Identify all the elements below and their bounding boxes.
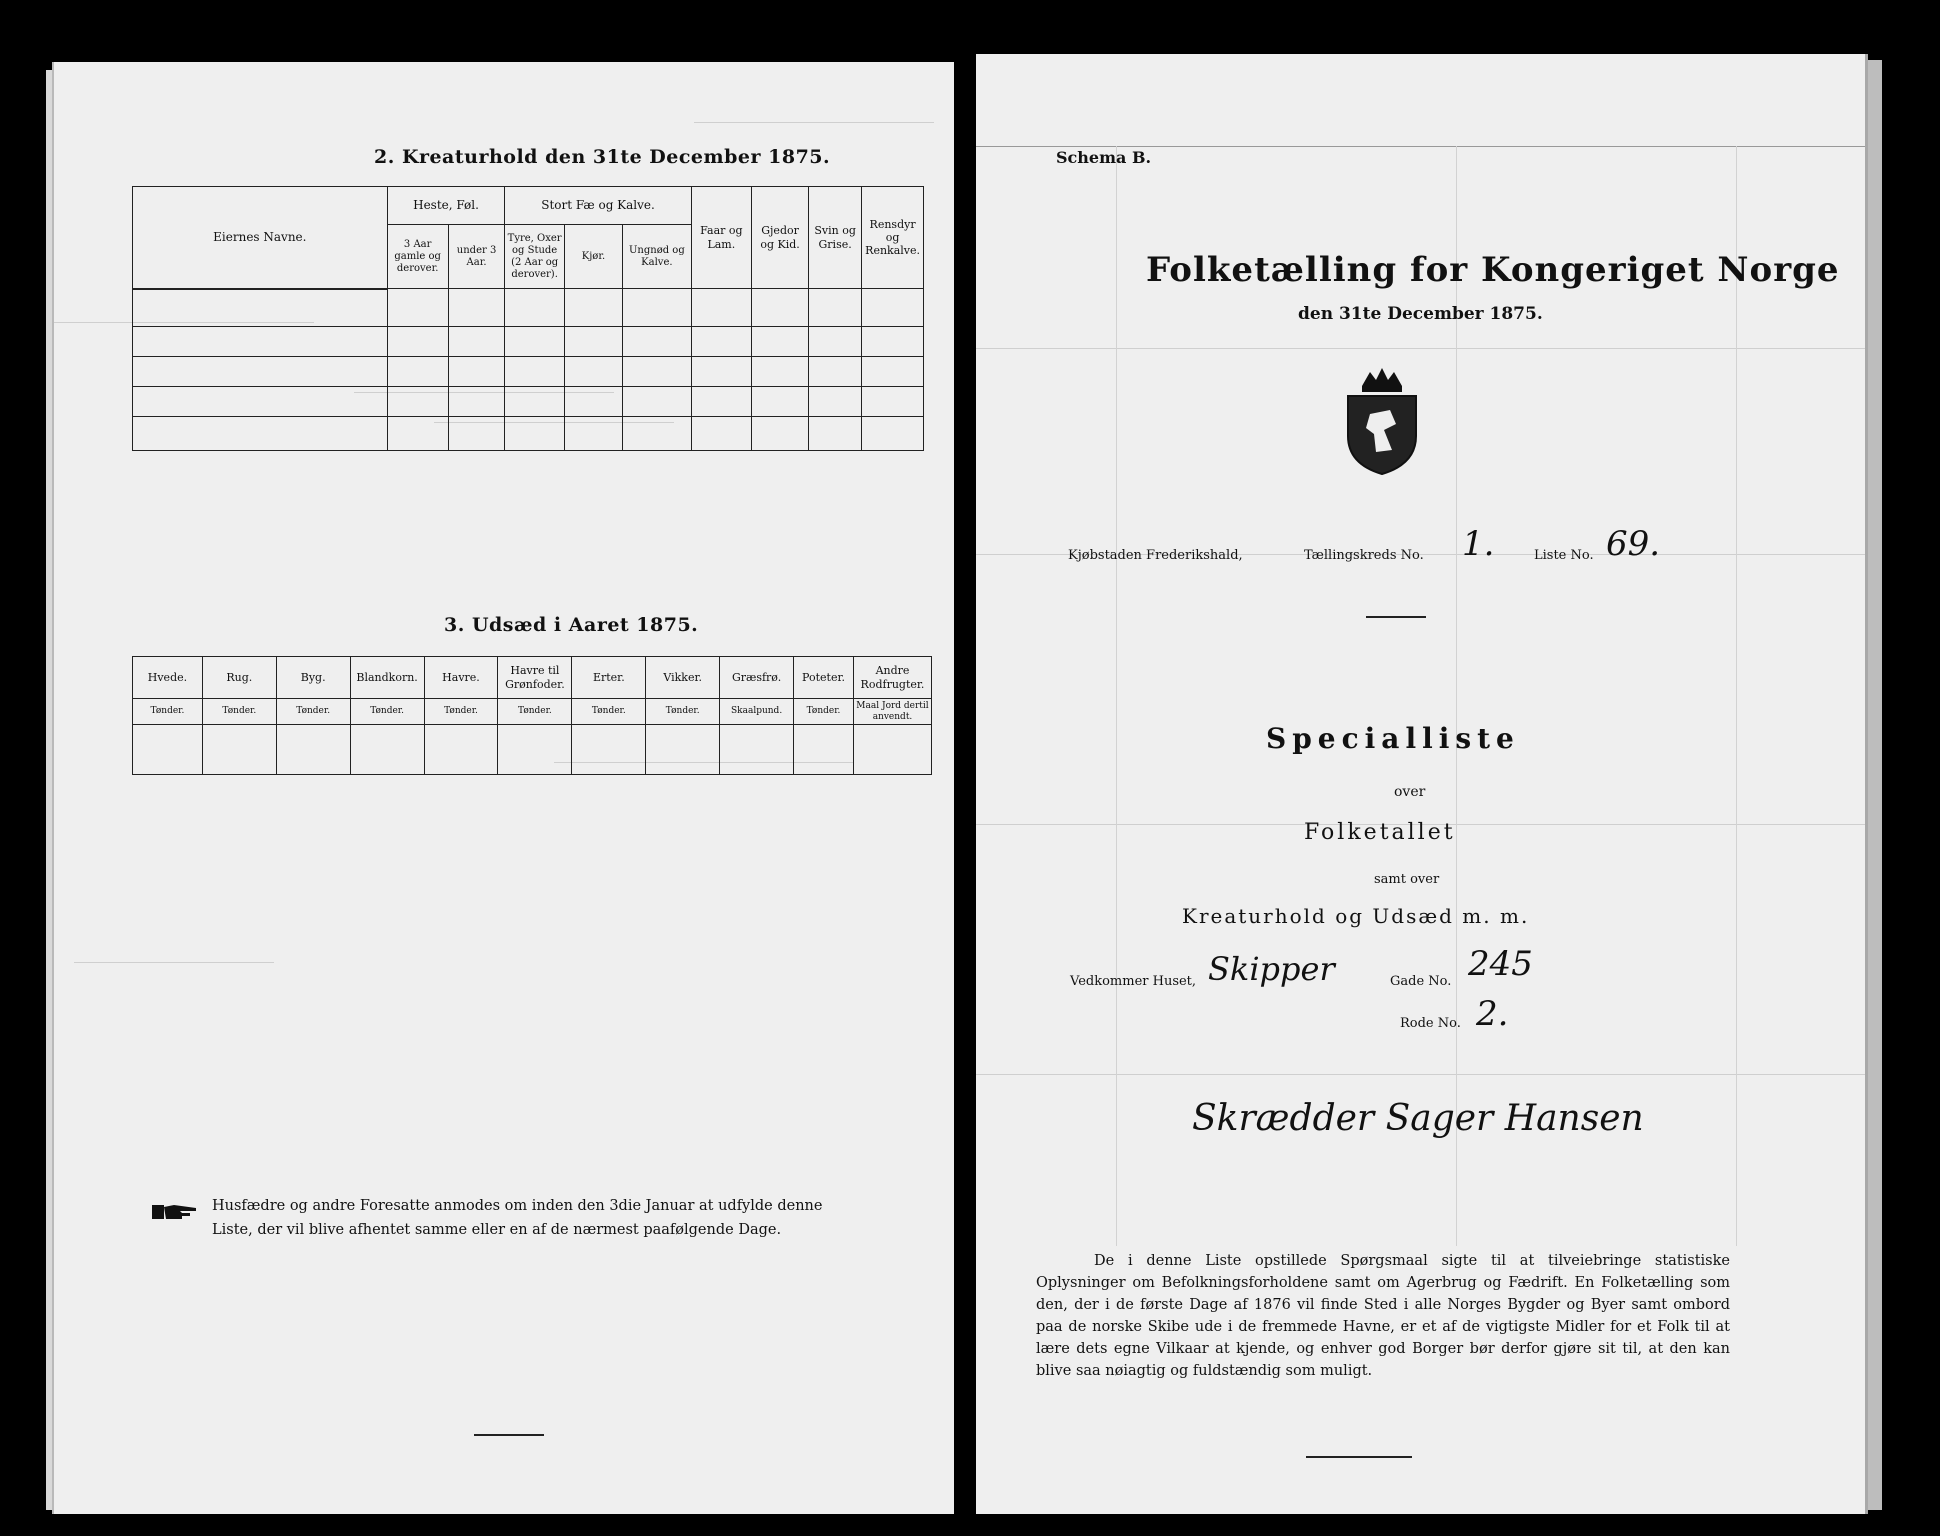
intro-paragraph: De i denne Liste opstillede Spørgsmaal sigte til at tilveiebringe statistiske Oplysninger om Befolkningsforholdene samt om Agerbrug og Fædrift. En Folketælling som den, der i de første Dage af 1876 vil finde Sted i alle Norges Bygder og Byer samt ombord paa de norske Skibe ude i de fremmede Havne, er et af de vigtigste Midler for et Folk til at lære dets egne Vilkaar at kjende, og enhver god Borger bør derfor gjøre sit til, at den kan blive saa nøiagtig og fuldstændig som muligt. — [1036, 1253, 1730, 1379]
folketallet-label: Folketallet — [1304, 820, 1456, 845]
seed-crop-header: Poteter. — [794, 657, 854, 699]
table-row — [133, 357, 924, 387]
rode-label: Rode No. — [1400, 1016, 1461, 1031]
seed-unit-header: Tønder. — [350, 699, 424, 725]
town-label: Kjøbstaden Frederikshald, — [1068, 548, 1243, 563]
cows-header: Kjør. — [564, 225, 622, 289]
divider — [474, 1434, 544, 1436]
seed-unit-header: Tønder. — [646, 699, 720, 725]
seed-crop-header: Vikker. — [646, 657, 720, 699]
seed-crop-header: Blandkorn. — [350, 657, 424, 699]
schema-label: Schema B. — [1056, 148, 1152, 167]
list-value: 69. — [1606, 524, 1661, 564]
seed-crop-header: Hvede. — [133, 657, 203, 699]
table-row — [133, 327, 924, 357]
house-label: Vedkommer Huset, — [1070, 974, 1197, 989]
seed-crop-header: Havre. — [424, 657, 498, 699]
seed-crop-header: Erter. — [572, 657, 646, 699]
horses-old-header: 3 Aar gamle og derover. — [387, 225, 448, 289]
horses-header: Heste, Føl. — [387, 187, 505, 225]
coat-of-arms-icon — [1340, 364, 1424, 476]
seed-unit-header: Tønder. — [572, 699, 646, 725]
owner-name: Skrædder Sager Hansen — [1192, 1098, 1644, 1139]
right-page — [976, 54, 1868, 1514]
section3-title: 3. Udsæd i Aaret 1875. — [444, 614, 699, 636]
left-page — [52, 62, 954, 1514]
divider — [1366, 616, 1426, 618]
young-cattle-header: Ungnød og Kalve. — [623, 225, 692, 289]
seed-unit-header: Tønder. — [202, 699, 276, 725]
divider — [1306, 1456, 1412, 1458]
reindeer-header: Rensdyr og Renkalve. — [862, 187, 924, 289]
seed-unit-header: Tønder. — [424, 699, 498, 725]
seed-crop-header: Havre til Grønfoder. — [498, 657, 572, 699]
table-row — [133, 417, 924, 451]
district-label: Tællingskreds No. — [1304, 548, 1424, 563]
gade-value: 245 — [1468, 944, 1533, 984]
over-label: over — [1394, 784, 1426, 800]
seed-crop-header: Byg. — [276, 657, 350, 699]
pigs-header: Svin og Grise. — [809, 187, 862, 289]
rode-value: 2. — [1476, 994, 1509, 1034]
kreatur-label: Kreaturhold og Udsæd m. m. — [1182, 904, 1530, 928]
notice-text: Husfædre og andre Foresatte anmodes om inden den 3die Januar at udfylde denne Liste, der vil blive afhentet samme eller en af de nærmest paafølgende Dage. — [212, 1198, 823, 1238]
page-title: Folketælling for Kongeriget Norge — [1146, 250, 1840, 290]
table-row — [133, 725, 932, 775]
seed-crop-header: Rug. — [202, 657, 276, 699]
table-row — [133, 387, 924, 417]
owner-header: Eiernes Navne. — [133, 187, 388, 289]
pointing-hand-icon — [152, 1202, 198, 1222]
bulls-header: Tyre, Oxer og Stude (2 Aar og derover). — [505, 225, 564, 289]
page-edge — [1868, 60, 1882, 1510]
seed-unit-header: Skaalpund. — [720, 699, 794, 725]
section2-title: 2. Kreaturhold den 31te December 1875. — [374, 146, 831, 168]
livestock-table — [132, 186, 924, 451]
seed-unit-header: Tønder. — [276, 699, 350, 725]
seed-unit-header: Tønder. — [498, 699, 572, 725]
seed-unit-header: Tønder. — [133, 699, 203, 725]
seed-crop-header: Græsfrø. — [720, 657, 794, 699]
samt-over-label: samt over — [1374, 872, 1440, 887]
seed-unit-header: Maal Jord dertil anvendt. — [853, 699, 931, 725]
house-value: Skipper — [1208, 950, 1335, 988]
census-date: den 31te December 1875. — [1298, 304, 1543, 324]
district-value: 1. — [1462, 524, 1495, 564]
seed-crop-header: Andre Rodfrugter. — [853, 657, 931, 699]
gade-label: Gade No. — [1390, 974, 1452, 989]
cattle-header: Stort Fæ og Kalve. — [505, 187, 691, 225]
sheep-header: Faar og Lam. — [691, 187, 751, 289]
goats-header: Gjedor og Kid. — [752, 187, 809, 289]
seed-table — [132, 656, 932, 775]
horses-young-header: under 3 Aar. — [448, 225, 505, 289]
table-row — [133, 289, 924, 327]
seed-unit-header: Tønder. — [794, 699, 854, 725]
special-title: Specialliste — [1266, 722, 1520, 755]
list-label: Liste No. — [1534, 548, 1594, 563]
